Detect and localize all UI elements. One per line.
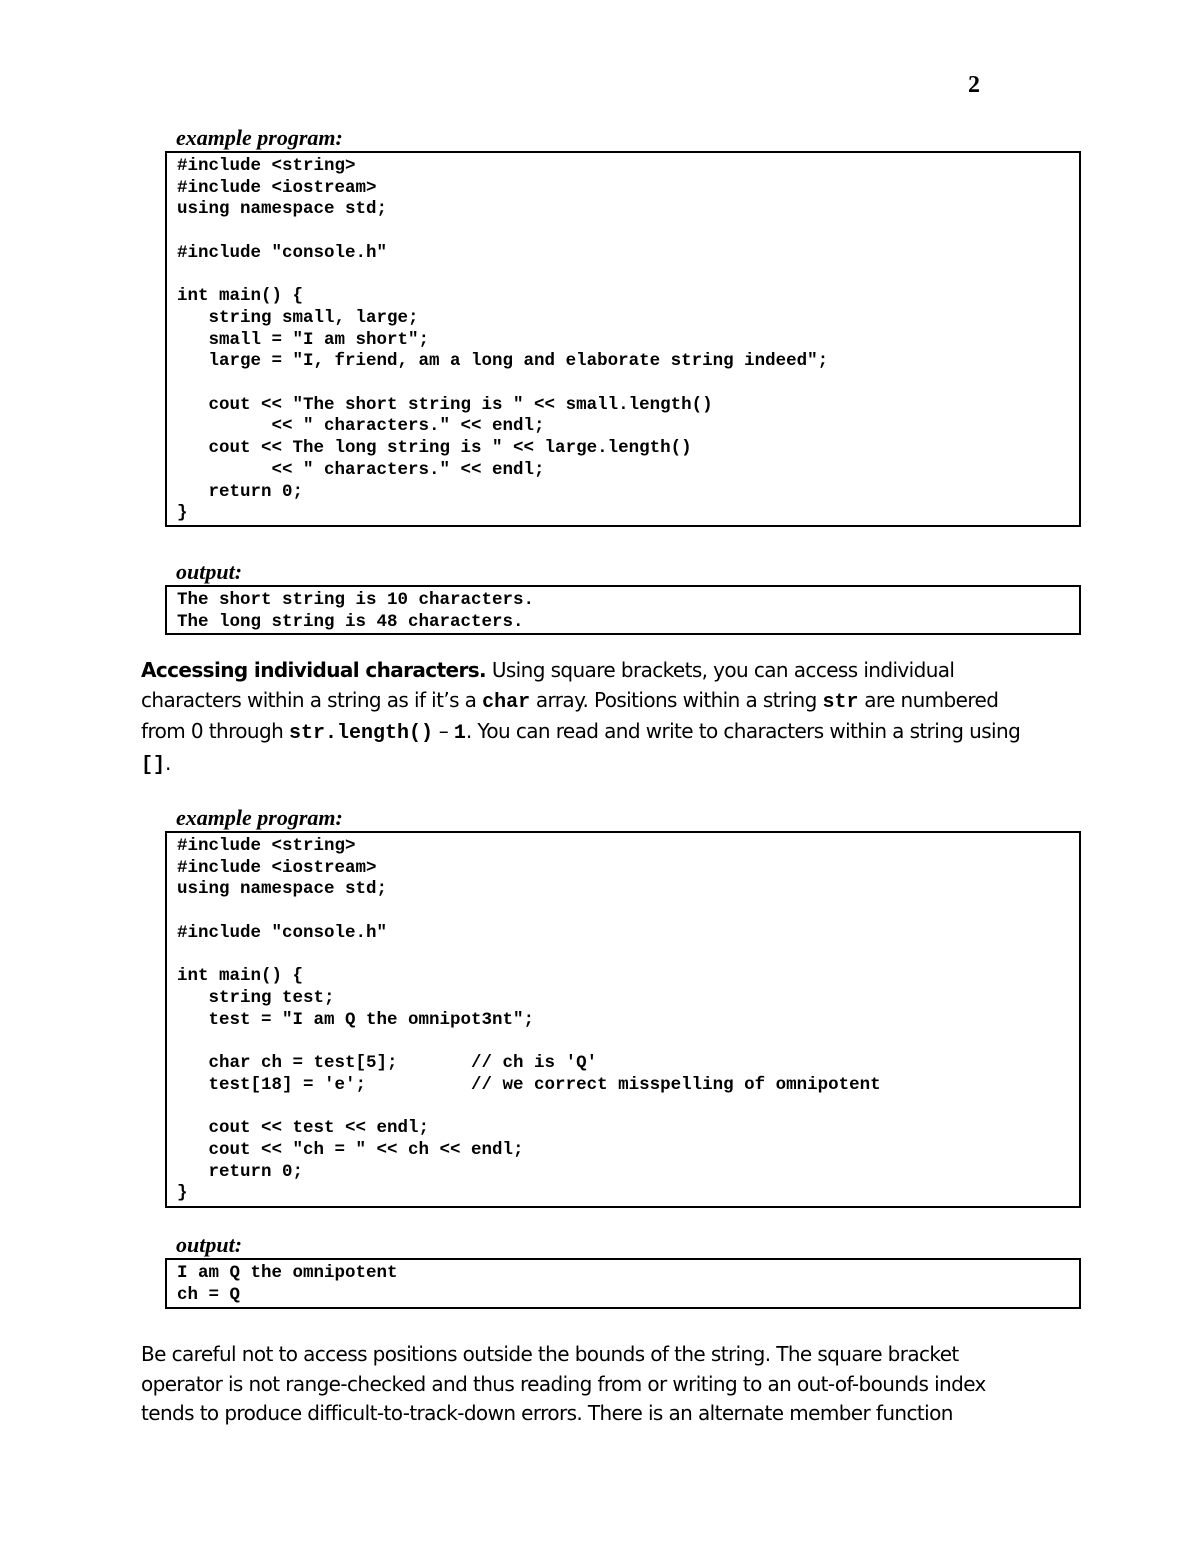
output-caption-1: output:	[176, 559, 243, 584]
para-text: Using square brackets, you can access individual characters within a string as if it’s a	[141, 658, 955, 712]
code-text-2: #include <string> #include <iostream> using namespace std; #include "console.h" int main() { string test; test = "I am Q the omnipot3nt"; char ch = test[5]; // ch is 'Q' test[18] = 'e'; // we correct misspelling of omnipotent cout << test << endl; cout << "ch = " << ch << endl; return 0; }	[177, 836, 881, 1204]
inline-code: []	[141, 753, 166, 777]
page-number: 2	[968, 72, 980, 98]
para-text: –	[432, 719, 454, 743]
para-text: array. Positions within a string	[530, 687, 823, 712]
inline-code: char	[482, 690, 531, 714]
code-block-2	[165, 831, 1081, 1208]
para-text: . You can read and write to characters within a string using	[465, 719, 1021, 743]
output-text-2: I am Q the omnipotent ch = Q	[177, 1263, 398, 1305]
output-block-2	[165, 1258, 1081, 1309]
example-program-caption-2: example program:	[176, 805, 343, 830]
inline-code: str	[822, 690, 859, 714]
paragraph-bounds-warning: Be careful not to access positions outside the bounds of the string. The square bracket operator is not range-checked and thus reading from or writing to an out-of-bounds index tends to produce difficult-to-track-down errors. There is an alternate member function	[141, 1342, 986, 1425]
output-text-1: The short string is 10 characters. The long string is 48 characters.	[177, 590, 535, 632]
code-text-1: #include <string> #include <iostream> using namespace std; #include "console.h" int main() { string small, large; small = "I am short"; large = "I, friend, am a long and elaborate string indeed"; cout << "The short string is " << small.length() << " characters." << endl; cout << The long string is " << large.length() << " characters." << endl; return 0; }	[177, 156, 829, 524]
example-program-caption-1: example program:	[176, 125, 343, 150]
output-caption-2: output:	[176, 1232, 243, 1257]
inline-code: 1	[453, 722, 466, 745]
inline-code: str.length()	[288, 722, 433, 745]
para-text: are numbered from 0 through	[141, 687, 999, 743]
paragraph-accessing-characters	[141, 656, 1041, 780]
section-heading: Accessing individual characters.	[141, 658, 487, 682]
code-block-1	[165, 151, 1081, 527]
para-text: .	[165, 750, 171, 775]
output-block-1	[165, 585, 1081, 635]
